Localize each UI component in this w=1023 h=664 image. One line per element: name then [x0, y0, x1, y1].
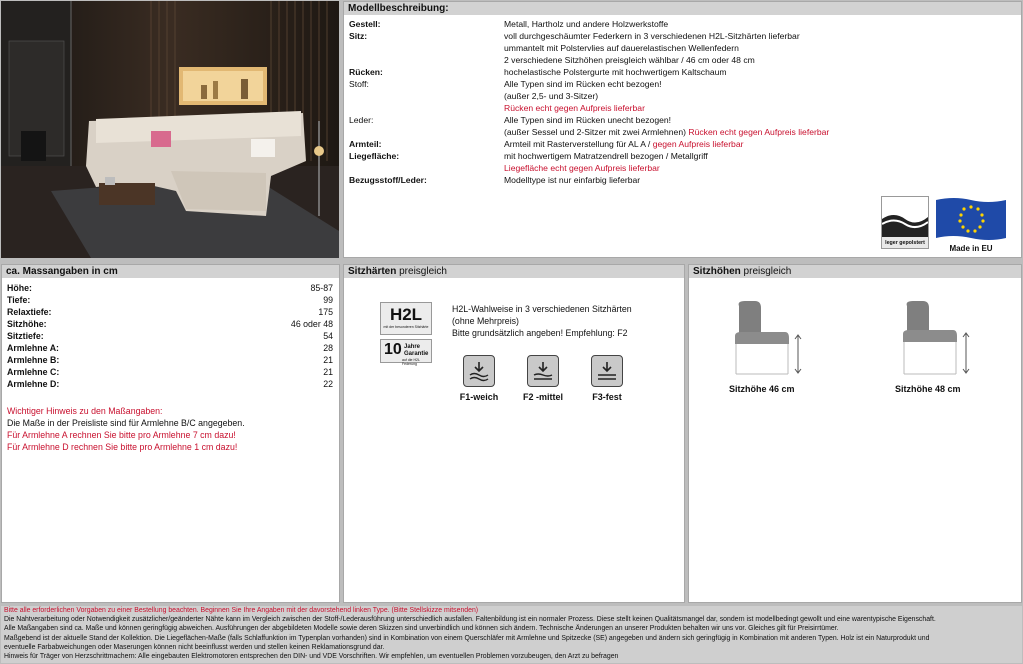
- spec-key: Rücken:: [349, 67, 383, 77]
- dimension-key: Tiefe:: [7, 295, 31, 305]
- spec-row: [349, 114, 1016, 126]
- seat-firmness-panel: [343, 264, 685, 603]
- seat-height-46-label: Sitzhöhe 46 cm: [729, 384, 795, 394]
- h2l-logo: [380, 302, 432, 335]
- spec-value: [504, 138, 1016, 150]
- spec-row: [349, 30, 1016, 42]
- firmness-f3-label: F3-fest: [592, 392, 622, 402]
- firmness-desc-line-1: H2L-Wahlweise in 3 verschiedenen Sitzhärten: [452, 304, 632, 314]
- spec-key: Stoff:: [349, 79, 369, 89]
- seat-height-panel: [688, 264, 1022, 603]
- dimensions-notes: [7, 405, 333, 453]
- spec-value-text: voll durchgeschäumter Federkern in 3 verschiedenen H2L-Sitzhärten lieferbar: [504, 31, 800, 41]
- dimension-key: Sitztiefe:: [7, 331, 44, 341]
- spec-list: [349, 18, 1016, 186]
- spec-value: [504, 66, 1016, 78]
- dimensions-panel: [1, 264, 340, 603]
- dimension-row: [7, 378, 333, 390]
- footer-notes: [1, 606, 1022, 663]
- spec-value-text: gegen Aufpreis lieferbar: [652, 139, 744, 149]
- seat-height-48-label: Sitzhöhe 48 cm: [895, 384, 961, 394]
- spec-key: Armteil:: [349, 139, 382, 149]
- spec-value: [504, 162, 1016, 174]
- dimension-key: Sitzhöhe:: [7, 319, 47, 329]
- dimension-row: [7, 318, 333, 330]
- seat-firmness-title-bold: Sitzhärten: [348, 266, 397, 277]
- spec-value: [504, 54, 1016, 66]
- spec-value-text: Liegefläche echt gegen Aufpreis lieferbar: [504, 163, 660, 173]
- spec-key: Bezugsstoff/Leder:: [349, 175, 427, 185]
- dimension-value: 21: [323, 355, 333, 365]
- dimension-key: Armlehne B:: [7, 355, 60, 365]
- spec-row: [349, 18, 1016, 30]
- sofa-photo-illustration: [1, 1, 339, 258]
- dimension-row: [7, 354, 333, 366]
- note-line-2: Für Armlehne A rechnen Sie bitte pro Armlehne 7 cm dazu!: [7, 430, 236, 440]
- dimension-value: 99: [323, 295, 333, 305]
- spec-value-text: (außer Sessel und 2-Sitzer mit zwei Armlehnen): [504, 127, 689, 137]
- spec-key: Liegefläche:: [349, 151, 400, 161]
- footer-line-3: Alle Maßangaben sind ca. Maße und können geringfügig abweichen. Ausführungen der abgebildeten Modelle sowie deren Skizzen sind unverbindlich und können sich ändern. Technische Änderungen an unserer Produkten behalten wir uns vor. Gleiches gilt für Preisirrtümer.: [4, 625, 839, 633]
- spec-value-text: Armteil mit Rasterverstellung für AL A /: [504, 139, 653, 149]
- spec-row: [349, 102, 1016, 114]
- h2l-logo-text: [381, 305, 431, 325]
- made-in-eu-badge: [934, 196, 1008, 254]
- spec-value-text: Alle Typen sind im Rücken unecht bezogen!: [504, 115, 672, 125]
- seat-firmness-title: [344, 265, 684, 278]
- spec-row: [349, 150, 1016, 162]
- seat-firmness-title-light: preisgleich: [396, 266, 447, 277]
- spec-value-text: (außer 2,5- und 3-Sitzer): [504, 91, 599, 101]
- seat-height-title-bold: Sitzhöhen: [693, 266, 741, 277]
- dimension-key: Armlehne D:: [7, 379, 60, 389]
- spec-row: [349, 42, 1016, 54]
- spec-key: [349, 90, 504, 102]
- soft-seat-icon: [464, 356, 494, 386]
- dimension-row: [7, 282, 333, 294]
- notes-title: Wichtiger Hinweis zu den Maßangaben:: [7, 406, 163, 416]
- h2l-logo-word: H2L: [389, 305, 423, 324]
- firmness-desc-line-2: (ohne Mehrpreis): [452, 316, 519, 326]
- dimension-row: [7, 366, 333, 378]
- dimension-value: 175: [318, 307, 333, 317]
- firmness-desc-line-3: Bitte grundsätzlich angeben! Empfehlung: F2: [452, 328, 628, 338]
- spec-value: [504, 90, 1016, 102]
- spec-value-text: ummantelt mit Polstervlies auf dauerelastischen Wellenfedern: [504, 43, 739, 53]
- note-line-1: Die Maße in der Preisliste sind für Armlehne B/C angegeben.: [7, 418, 245, 428]
- spec-value: [504, 114, 1016, 126]
- spec-value: [504, 126, 1016, 138]
- dimension-key: Armlehne A:: [7, 343, 59, 353]
- dimension-value: 85-87: [310, 283, 333, 293]
- spec-value: [504, 78, 1016, 90]
- spec-value-text: 2 verschiedene Sitzhöhen preisgleich wählbar / 46 cm oder 48 cm: [504, 55, 755, 65]
- spec-value-text: Rücken echt gegen Aufpreis lieferbar: [504, 103, 645, 113]
- spec-key: Sitz:: [349, 31, 368, 41]
- spec-value: [504, 42, 1016, 54]
- spec-row: [349, 54, 1016, 66]
- guarantee-subtitle: auf die H2L Federung: [402, 358, 420, 366]
- dimension-value: 54: [323, 331, 333, 341]
- guarantee-badge: [380, 339, 432, 366]
- spec-value-text: Modelltype ist nur einfarbig lieferbar: [504, 175, 641, 185]
- seat-height-title-light: preisgleich: [740, 266, 792, 277]
- spec-key: [349, 102, 504, 114]
- dimension-value: 46 oder 48: [290, 319, 333, 329]
- dimension-row: [7, 330, 333, 342]
- spec-value: [504, 102, 1016, 114]
- spec-value: [504, 150, 1016, 162]
- firmness-f3-option[interactable]: [591, 355, 623, 387]
- spec-value-text: Metall, Hartholz und andere Holzwerkstoffe: [504, 19, 669, 29]
- dimensions-title: ca. Massangaben in cm: [2, 265, 339, 278]
- footer-line-4: Maßgebend ist der aktuelle Stand der Kollektion. Die Liegeflächen-Maße (falls Schlaffunktion im Typenplan vorhanden) sind in Kombination von einem Querschläfer mit Armlehne und Spitzecke (SE) angegeben und ändern sich geringfügig in Kombination mit anderen Typen. Holz ist ein Naturprodukt und: [4, 634, 930, 642]
- guarantee-years: 10: [384, 341, 402, 358]
- guarantee-text: Jahre Garantie: [404, 344, 429, 357]
- dimension-value: 28: [323, 343, 333, 353]
- h2l-logo-subtitle: mit der besonderen Sitzhärte: [383, 325, 429, 329]
- spec-value-text: mit hochwertigem Matratzendrell bezogen / Metallgriff: [504, 151, 708, 161]
- spec-value-text: Alle Typen sind im Rücken echt bezogen!: [504, 79, 662, 89]
- spec-value: [504, 174, 1016, 186]
- footer-line-6: Hinweis für Träger von Herzschrittmachern: Alle eingebauten Elektromotoren entsprechen den DIN- und VDE Vorschriften. Wir empfehlen, um eventuellen Problemen vorzubeugen, den Arzt zu befragen: [4, 653, 619, 661]
- dimension-row: [7, 342, 333, 354]
- dimension-key: Relaxtiefe:: [7, 307, 52, 317]
- made-in-eu-label: Made in EU: [949, 244, 993, 253]
- leger-gepolstert-badge: [881, 196, 929, 249]
- spec-value-text: Rücken echt gegen Aufpreis lieferbar: [688, 127, 830, 137]
- model-description-title: Modellbeschreibung:: [344, 2, 1021, 15]
- model-description-panel: [343, 1, 1022, 258]
- medium-seat-icon: [528, 356, 558, 386]
- firmness-f2-label: F2 -mittel: [522, 392, 563, 402]
- spec-row: [349, 66, 1016, 78]
- dimension-value: 21: [323, 367, 333, 377]
- footer-line-1: Bitte alle erforderlichen Vorgaben zu einer Bestellung beachten. Beginnen Sie Ihre Angaben mit der davorstehend linken Type. (Bitte Stellskizze mitsenden): [4, 607, 479, 614]
- dimension-row: [7, 294, 333, 306]
- spec-key: [349, 54, 504, 66]
- spec-row: [349, 162, 1016, 174]
- footer-line-2: Die Nahtverarbeitung oder Notwendigkeit zusätzlicher/geänderter Nähte kann im Vergleich zwischen der Stoff-/Lederausführung unterschiedlich ausfallen. Faltenbildung ist ein normaler Prozess. Diese stellt keinen Qualitätsmangel dar, sondern ist modellbedingt gewollt und eine warentypische Eigenschaft.: [4, 616, 936, 624]
- spec-key: Gestell:: [349, 19, 381, 29]
- spec-row: [349, 90, 1016, 102]
- leger-gepolstert-label: leger gepolstert: [885, 240, 925, 246]
- firmness-f1-label: F1-weich: [459, 392, 499, 402]
- spec-row: [349, 174, 1016, 186]
- firm-seat-icon: [592, 356, 622, 386]
- spec-row: [349, 138, 1016, 150]
- seat-height-title: [689, 265, 1021, 278]
- cushion-wave-icon: [882, 197, 928, 237]
- dimension-key: Höhe:: [7, 283, 32, 293]
- spec-row: [349, 78, 1016, 90]
- sofa-room-photo: [1, 1, 339, 258]
- spec-row: [349, 126, 1016, 138]
- firmness-f1-option[interactable]: [463, 355, 495, 387]
- footer-line-5: eventuelle Farbabweichungen oder Maserungen können nicht beeinflusst werden und stellen keinen Reklamationsgrund dar.: [4, 643, 385, 651]
- dimension-row: [7, 306, 333, 318]
- dimensions-list: [7, 282, 333, 390]
- spec-value: [504, 18, 1016, 30]
- spec-key: [349, 42, 504, 54]
- spec-key: [349, 126, 504, 138]
- firmness-f2-option[interactable]: [527, 355, 559, 387]
- dimension-value: 22: [323, 379, 333, 389]
- eu-flag-icon: [934, 196, 1008, 242]
- spec-value: [504, 30, 1016, 42]
- spec-key: [349, 162, 504, 174]
- spec-value-text: hochelastische Polstergurte mit hochwertigem Kaltschaum: [504, 67, 727, 77]
- spec-key: Leder:: [349, 115, 374, 125]
- seat-height-46-icon: [727, 298, 807, 378]
- firmness-description: [452, 303, 632, 339]
- dimension-key: Armlehne C:: [7, 367, 60, 377]
- seat-height-48-icon: [895, 298, 975, 378]
- note-line-3: Für Armlehne D rechnen Sie bitte pro Armlehne 1 cm dazu!: [7, 442, 238, 452]
